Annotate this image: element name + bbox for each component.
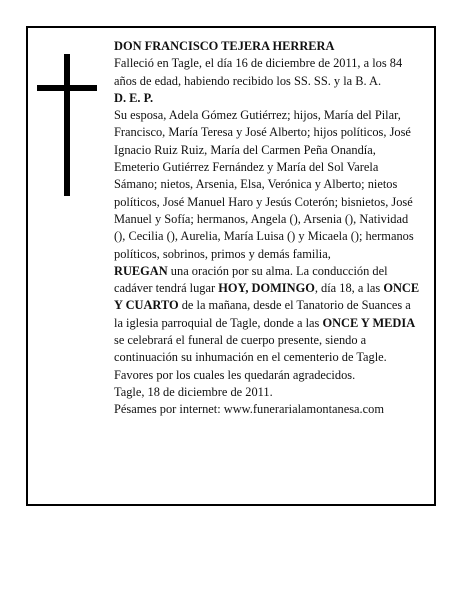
once-y-cuarto-label: ONCE Y CUARTO: [114, 281, 420, 313]
ruegan-label: RUEGAN: [114, 263, 168, 278]
funeral-text-4: se celebrará el funeral de cuerpo presente, siendo a continuación su inhumación en el cementerio de Tagle. Favores por los cuales les quedarán agradecidos.: [114, 333, 387, 382]
deceased-name: DON FRANCISCO TEJERA HERRERA: [114, 39, 335, 53]
funeral-text-2: , día 18, a las: [314, 281, 384, 296]
family-list: Su esposa, Adela Gómez Gutiérrez; hijos, María del Pilar, Francisco, María Teresa y José Alberto; hijos políticos, José Ignacio Ruiz Ruiz, María del Carmen Peña Onandía, Emeterio Gutiérrez Fernández y María del Sol Varela Sámano; nietos, Arsenia, Elsa, Verónica y Alberto; nietos políticos, José Manuel Haro y Jesús Coterón; bisnietos, José Manuel y Sofía; hermanos, Angela (), Arsenia (), Natividad (), Cecilia (), Aurelia, María Luisa () y Micaela (); hermanos políticos, sobrinos, primos y demás familia,: [114, 108, 414, 261]
cross-horizontal-bar: [37, 85, 97, 91]
hoy-domingo-label: HOY, DOMINGO: [218, 281, 315, 296]
condolences-line: Pésames por internet: www.funerarialamontanesa.com: [114, 402, 384, 417]
dep-label: D. E. P.: [114, 90, 154, 105]
funeral-text-3: de la mañana, desde el Tanatorio de Suances a la iglesia parroquial de Tagle, donde a las: [114, 298, 411, 330]
once-y-media-label: ONCE Y MEDIA: [322, 315, 416, 330]
death-info: Falleció en Tagle, el día 16 de diciembre de 2011, a los 84 años de edad, habiendo recibido los SS. SS. y la B. A.: [114, 56, 403, 88]
funeral-details: [114, 263, 422, 384]
cross-vertical-bar: [64, 54, 70, 196]
funeral-text-1: una oración por su alma. La conducción del cadáver tendrá lugar: [114, 263, 388, 296]
place-date: Tagle, 18 de diciembre de 2011.: [114, 384, 273, 399]
obituary-text: [114, 38, 422, 419]
